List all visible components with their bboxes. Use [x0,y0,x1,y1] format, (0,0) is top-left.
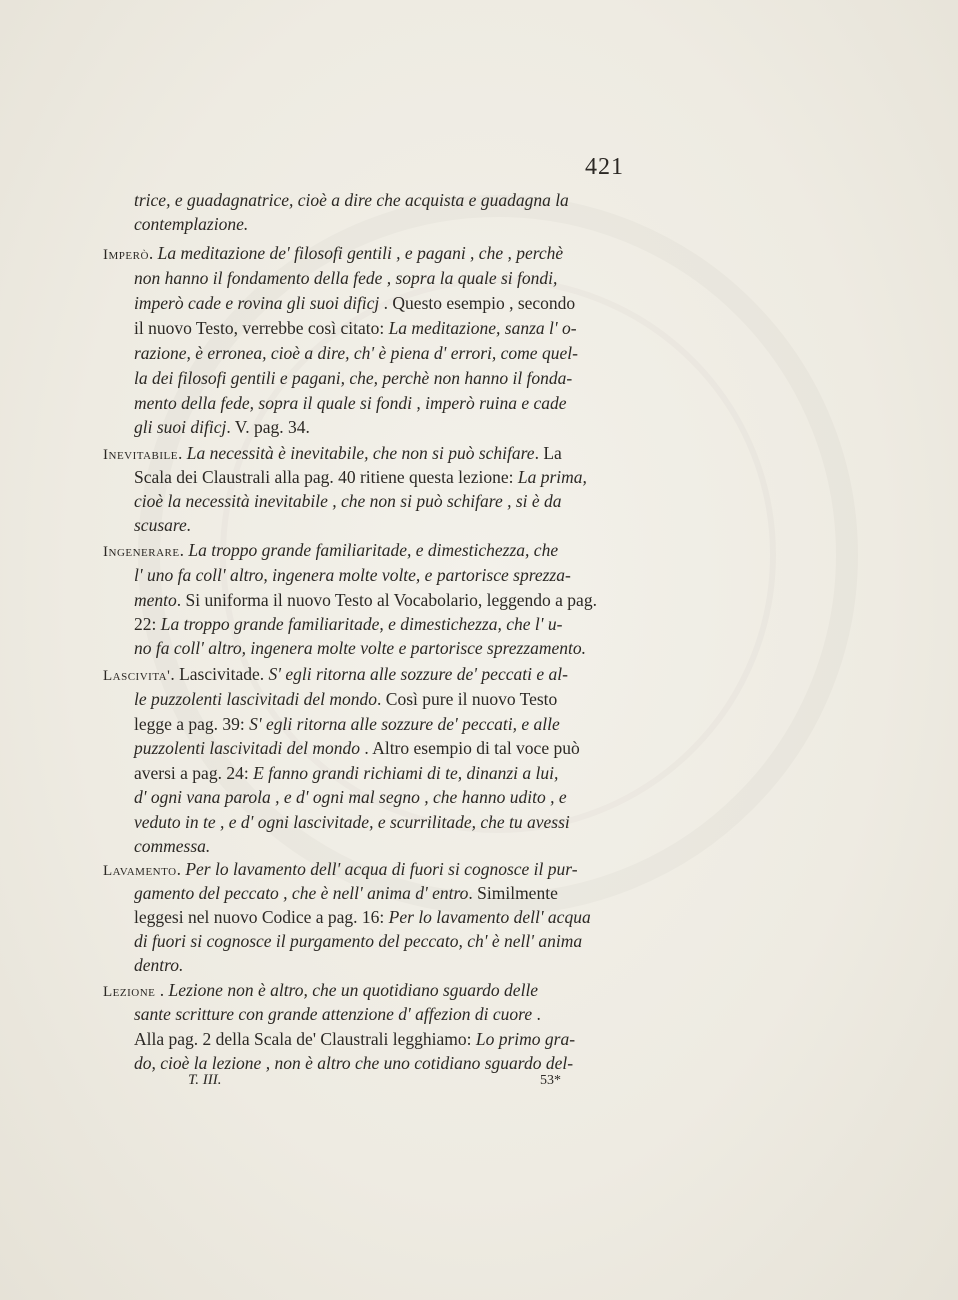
text-line [134,955,183,975]
text-segment: Lo primo gra- [475,1029,576,1049]
text-segment: imperò cade e rovina gli suoi dificj [134,293,380,313]
text-segment: il nuovo Testo, verrebbe così citato: [134,318,389,338]
text-segment: gamento del peccato , che è nell' anima d' entro [134,883,469,903]
text-segment: dentro. [134,955,184,975]
text-segment: . Questo esempio , secondo [379,293,576,313]
text-line [134,343,578,363]
text-segment: La meditazione, sanza l' o- [388,318,577,338]
text-segment: razione, è erronea, cioè a dire, ch' è piena d' errori, come quel- [134,343,578,363]
text-segment: le puzzolenti lascivitadi del mondo [134,689,378,709]
text-segment: . Così pure il nuovo Testo [377,689,558,709]
text-segment: . [148,243,158,263]
text-line [134,268,557,288]
text-segment: commessa. [134,836,211,856]
text-line [134,417,310,437]
entry-headword: Lezione [103,984,156,1000]
text-line [134,883,558,903]
text-segment: . V. pag. 34. [226,417,310,437]
entry-headword: Lavamento [103,863,177,879]
text-line [134,190,569,210]
text-segment: . [178,443,187,463]
text-segment: Alla pag. 2 della Scala de' Claustrali legghiamo: [134,1029,476,1049]
text-segment: Lezione non è altro, che un quotidiano sguardo delle [168,980,539,1000]
text-line [103,664,568,686]
text-segment: leggesi nel nuovo Codice a pag. 16: [134,907,389,927]
text-line [134,393,567,413]
page-number: 421 [585,154,624,180]
text-segment: 22: [134,614,161,634]
text-line [134,293,575,313]
text-line [134,590,597,610]
text-line [103,980,538,1002]
text-segment: . Lascivitade. [170,664,269,684]
volume-signature: T. III. [188,1072,222,1088]
text-line [103,859,578,881]
text-segment: cioè a dire che acquista e guadagna la [297,190,569,210]
text-line [134,1029,575,1049]
text-segment: Scala dei Claustrali alla pag. 40 ritiene questa lezione: [134,467,518,487]
text-line [134,214,248,234]
text-line [134,491,562,511]
text-segment: La prima, [517,467,587,487]
text-segment: scusare. [134,515,192,535]
text-line [134,1004,541,1024]
text-line [134,565,571,585]
text-segment: Per lo lavamento dell' acqua [388,907,591,927]
text-line [134,614,562,634]
text-line [103,243,563,265]
text-segment: trice, e guadagnatrice, [134,190,298,210]
entry-headword: Ingenerare [103,544,180,560]
text-segment: di fuori si cognosce il purgamento del peccato, ch' è nell' anima [134,931,583,951]
text-line [134,714,560,734]
text-line [134,1053,573,1073]
text-segment: E fanno grandi richiami di te, dinanzi a lui, [253,763,559,783]
text-segment: . [155,980,169,1000]
text-segment: La troppo grande familiaritade, e dimestichezza, che l' u- [160,614,563,634]
sheet-signature: 53* [540,1073,561,1088]
text-segment: l' uno fa coll' altro, ingenera molte volte, e partorisce sprezza- [134,565,571,585]
text-segment: contemplazione. [134,214,249,234]
entry-headword: Inevitabile [103,447,178,463]
text-segment: . [176,859,186,879]
text-line [134,368,572,388]
text-segment: gli suoi dificj [134,417,227,437]
text-line [134,787,567,807]
text-segment: puzzolenti lascivitadi del mondo [134,738,361,758]
text-segment: do, cioè la lezione , non è altro che uno cotidiano sguardo del- [134,1053,574,1073]
text-segment: S' egli ritorna alle sozzure de' peccati, e alle [249,714,560,734]
text-segment: sante scritture con grande attenzione d' affezion di cuore [134,1004,533,1024]
text-line [134,763,558,783]
text-segment: S' egli ritorna alle sozzure de' peccati e al- [268,664,568,684]
text-line [134,638,586,658]
text-line [134,812,570,832]
text-line [134,738,580,758]
text-segment: legge a pag. 39: [134,714,250,734]
text-segment: mento della fede, sopra il quale si fondi , imperò ruina e cade [134,393,567,413]
text-segment: mento [134,590,177,610]
text-segment: la dei filosofi gentili e pagani, che, perchè non hanno il fonda- [134,368,573,388]
text-segment: La troppo grande familiaritade, e dimestichezza, che [188,540,559,560]
text-segment: Per lo lavamento dell' acqua di fuori si cognosce il pur- [185,859,578,879]
text-segment: . [179,540,189,560]
text-segment: . La [534,443,562,463]
text-line [134,467,587,487]
text-line [134,931,582,951]
text-segment: La meditazione de' filosofi gentili , e pagani , che , perchè [157,243,564,263]
text-line [103,540,558,562]
text-line [134,907,591,927]
text-segment: La necessità è inevitabile, che non si può schifare [186,443,535,463]
text-segment: non hanno il fondamento della fede , sopra la quale si fondi, [134,268,558,288]
text-segment: . [532,1004,541,1024]
text-segment: cioè la necessità inevitabile , che non si può schifare , si è da [134,491,562,511]
text-segment: . Altro esempio di tal voce può [360,738,580,758]
text-segment: . Similmente [468,883,558,903]
text-segment: d' ogni vana parola , e d' ogni mal segno , che hanno udito , e [134,787,567,807]
text-line [134,515,191,535]
text-segment: no fa coll' altro, ingenera molte volte e partorisce sprezzamento. [134,638,587,658]
text-segment: . Si uniforma il nuovo Testo al Vocabolario, leggendo a pag. [176,590,597,610]
text-line [134,836,210,856]
text-segment: aversi a pag. 24: [134,763,254,783]
text-line [103,443,562,465]
text-line [134,689,557,709]
entry-headword: Lascivita' [103,668,171,684]
text-line [134,318,577,338]
text-segment: veduto in te , e d' ogni lascivitade, e scurrilitade, che tu avessi [134,812,570,832]
entry-headword: Imperò [103,247,149,263]
